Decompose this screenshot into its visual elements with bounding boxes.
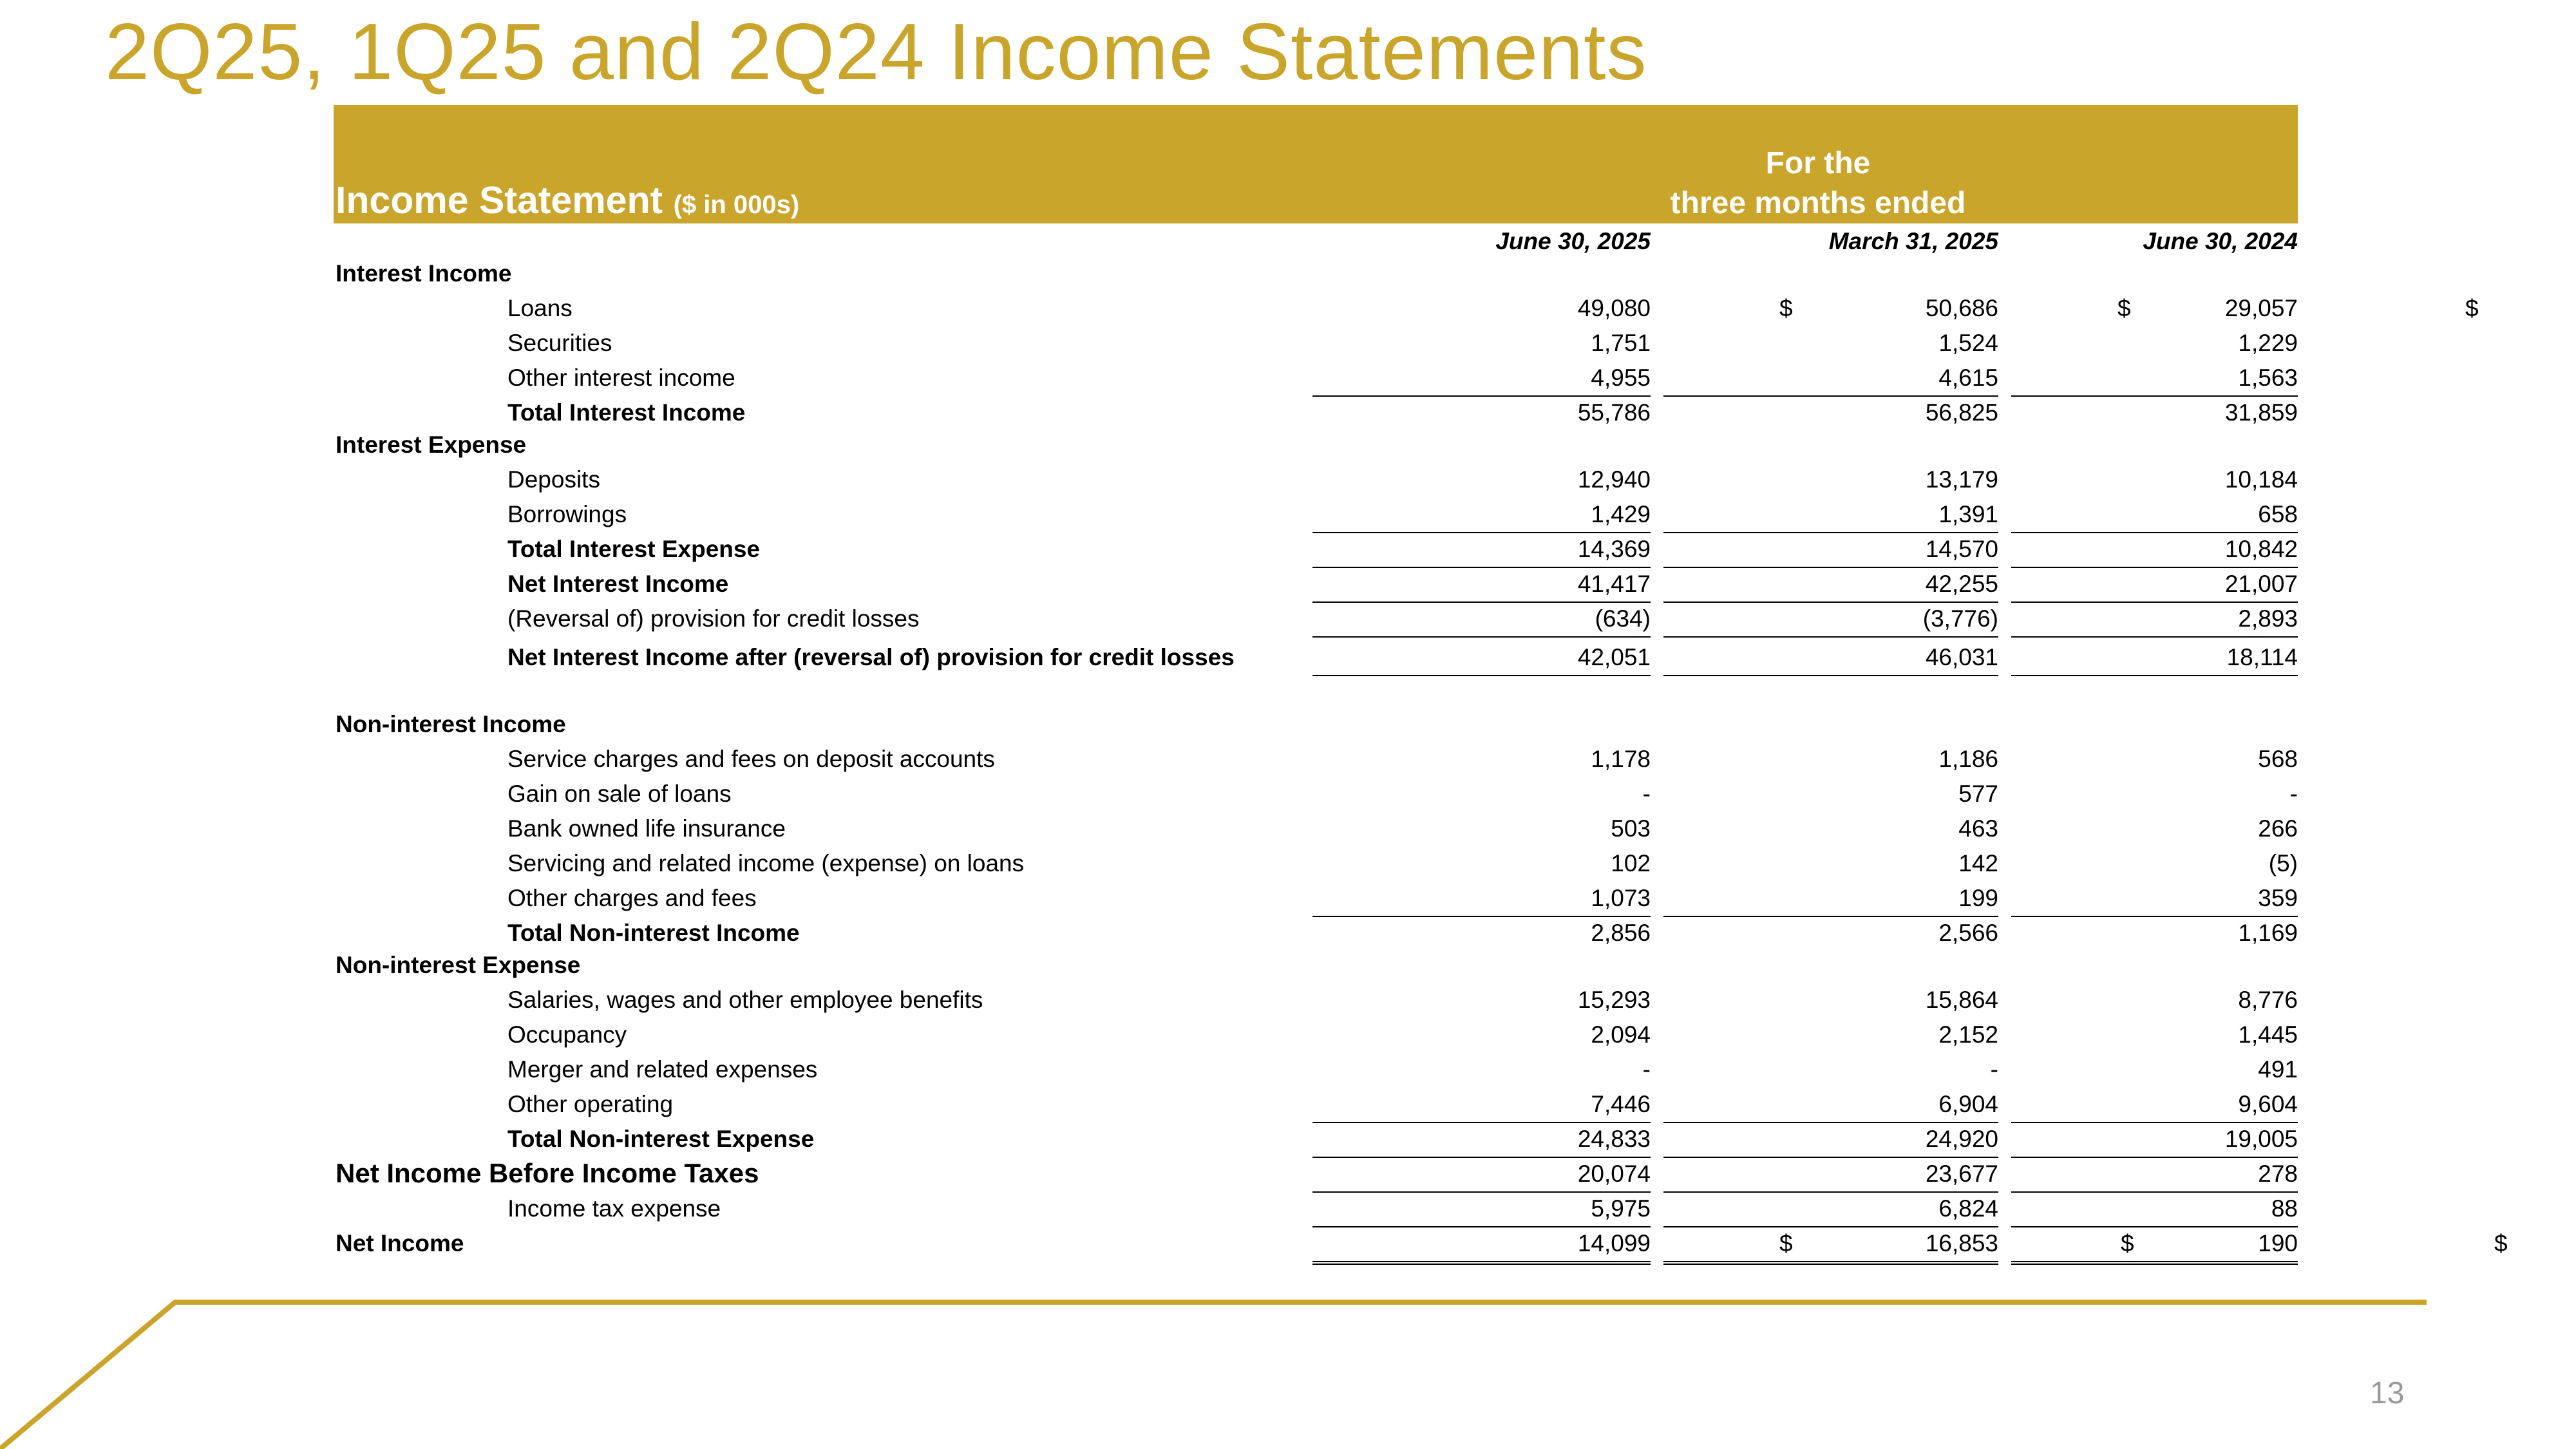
value-cell: 13,179 bbox=[1925, 466, 1998, 493]
decorative-footer-line bbox=[174, 1300, 2427, 1305]
value-cell: 463 bbox=[1958, 815, 1998, 842]
value-cell: 55,786 bbox=[1577, 399, 1651, 426]
value-cell: 1,178 bbox=[1591, 746, 1651, 772]
value-cell: 24,833 bbox=[1312, 1126, 1651, 1158]
table-row bbox=[334, 707, 2298, 742]
row-label: Gain on sale of loans bbox=[507, 781, 732, 807]
value-cell: 577 bbox=[1958, 781, 1998, 807]
row-label: Net Interest Income bbox=[507, 571, 729, 597]
value-cell: 1,229 bbox=[2238, 330, 2298, 356]
table-row bbox=[334, 462, 2298, 497]
table-row bbox=[334, 428, 2298, 462]
value-cell: 41,417 bbox=[1312, 571, 1651, 603]
row-label: Occupancy bbox=[507, 1021, 627, 1048]
value-cell: $ 190 bbox=[2011, 1230, 2298, 1265]
value-cell: $ 14,099 bbox=[1312, 1230, 1651, 1265]
value-cell: 266 bbox=[2258, 815, 2298, 842]
row-label: Other charges and fees bbox=[507, 885, 757, 911]
row-label: Total Non-interest Expense bbox=[507, 1126, 815, 1152]
currency-symbol: $ bbox=[2121, 1230, 2134, 1256]
value-cell: 9,604 bbox=[2011, 1091, 2298, 1123]
row-label: Total Non-interest Income bbox=[507, 920, 800, 946]
row-label: Service charges and fees on deposit accounts bbox=[507, 746, 995, 772]
value-cell: 503 bbox=[1611, 815, 1651, 842]
value-cell: 142 bbox=[1958, 850, 1998, 876]
column-header-2: March 31, 2025 bbox=[1828, 228, 1998, 254]
table-row bbox=[334, 1226, 2508, 1261]
period-line-2: three months ended bbox=[1670, 186, 1966, 220]
value-cell: 15,864 bbox=[1925, 987, 1998, 1013]
row-label: Merger and related expenses bbox=[507, 1056, 818, 1083]
table-header-band bbox=[334, 105, 2298, 223]
table-row bbox=[334, 1052, 2298, 1087]
row-label: Other interest income bbox=[507, 365, 735, 391]
value-cell: 8,776 bbox=[2238, 987, 2298, 1013]
section-label: Non-interest Income bbox=[336, 711, 566, 737]
column-header-1: June 30, 2025 bbox=[1495, 228, 1651, 254]
row-label: Total Interest Income bbox=[507, 399, 746, 426]
table-row bbox=[334, 881, 2298, 916]
value-cell: 1,563 bbox=[2011, 365, 2298, 397]
value-cell: - bbox=[1990, 1056, 1998, 1083]
value-cell: 2,152 bbox=[1938, 1021, 1998, 1048]
column-dates-row bbox=[334, 224, 2298, 259]
row-label: Total Interest Expense bbox=[507, 536, 761, 562]
value-cell: 4,955 bbox=[1312, 365, 1651, 397]
section-label: Non-interest Expense bbox=[336, 952, 581, 978]
row-label: Salaries, wages and other employee benefits bbox=[507, 987, 983, 1013]
value-cell: $ 49,080 bbox=[1577, 295, 1793, 321]
value-cell: 24,920 bbox=[1663, 1126, 1998, 1158]
row-label: Deposits bbox=[507, 466, 600, 493]
row-label: Net Interest Income after (reversal of) provision for credit losses bbox=[507, 644, 1235, 670]
value-cell: 6,824 bbox=[1663, 1195, 1998, 1227]
value-cell: 199 bbox=[1663, 885, 1998, 917]
value-cell: 658 bbox=[2011, 501, 2298, 533]
value-cell: 1,073 bbox=[1312, 885, 1651, 917]
currency-symbol: $ bbox=[1779, 1230, 1793, 1256]
table-row bbox=[334, 326, 2298, 361]
table-row bbox=[334, 532, 2298, 567]
table-row bbox=[334, 1157, 2298, 1191]
value-cell: 10,842 bbox=[2011, 536, 2298, 568]
table-row bbox=[334, 742, 2298, 777]
header-unit: ($ in 000s) bbox=[673, 191, 800, 219]
value-cell: 12,940 bbox=[1577, 466, 1651, 493]
value-cell: 14,369 bbox=[1312, 536, 1651, 568]
table-row bbox=[334, 1087, 2298, 1122]
value-cell: 42,051 bbox=[1312, 644, 1651, 676]
table-row bbox=[334, 1122, 2298, 1157]
value-cell: (5) bbox=[2268, 850, 2298, 876]
table-row bbox=[334, 361, 2298, 395]
section-label: Interest Expense bbox=[336, 431, 527, 458]
value-cell: 6,904 bbox=[1663, 1091, 1998, 1123]
value-cell: (634) bbox=[1312, 605, 1651, 638]
row-label: (Reversal of) provision for credit losses bbox=[507, 605, 920, 632]
value-cell: 491 bbox=[2258, 1056, 2298, 1083]
value-cell: 568 bbox=[2258, 746, 2298, 772]
value-cell: 2,094 bbox=[1591, 1021, 1651, 1048]
row-label: Net Income Before Income Taxes bbox=[336, 1158, 759, 1188]
value-cell: 42,255 bbox=[1663, 571, 1998, 603]
row-label: Servicing and related income (expense) on loans bbox=[507, 850, 1025, 876]
value-cell: 20,074 bbox=[1312, 1160, 1651, 1193]
value-cell: 1,445 bbox=[2238, 1021, 2298, 1048]
value-cell: $ 50,686 bbox=[1925, 295, 2131, 321]
value-cell: 102 bbox=[1611, 850, 1651, 876]
table-row bbox=[334, 601, 2298, 636]
table-row bbox=[334, 916, 2298, 951]
currency-symbol: $ bbox=[2117, 295, 2131, 321]
value-cell: $ 16,853 bbox=[1663, 1230, 1998, 1265]
value-cell: 2,856 bbox=[1591, 920, 1651, 946]
value-cell: 15,293 bbox=[1577, 987, 1651, 1013]
value-cell: 2,566 bbox=[1938, 920, 1998, 946]
value-cell: 46,031 bbox=[1663, 644, 1998, 676]
value-cell: $ 29,057 bbox=[2224, 295, 2479, 321]
value-cell: 1,751 bbox=[1591, 330, 1651, 356]
value-cell: 359 bbox=[2011, 885, 2298, 917]
value-cell: 31,859 bbox=[2224, 399, 2298, 426]
value-cell: 2,893 bbox=[2011, 605, 2298, 638]
table-row bbox=[334, 256, 2298, 291]
table-row bbox=[334, 395, 2298, 430]
table-row bbox=[334, 1191, 2298, 1226]
table-row bbox=[334, 777, 2298, 811]
table-row bbox=[334, 567, 2298, 601]
value-cell: - bbox=[1642, 1056, 1651, 1083]
table-row bbox=[334, 948, 2298, 983]
value-cell: 1,524 bbox=[1938, 330, 1998, 356]
table-row bbox=[334, 640, 2298, 675]
value-cell: 7,446 bbox=[1312, 1091, 1651, 1123]
value-cell: 56,825 bbox=[1925, 399, 1998, 426]
table-row bbox=[334, 291, 2479, 326]
value-cell: 23,677 bbox=[1663, 1160, 1998, 1193]
value-cell: 88 bbox=[2011, 1195, 2298, 1227]
value-cell: (3,776) bbox=[1663, 605, 1998, 638]
value-cell: - bbox=[2289, 781, 2298, 807]
value-cell: 278 bbox=[2011, 1160, 2298, 1193]
value-cell: - bbox=[1642, 781, 1651, 807]
table-row bbox=[334, 811, 2298, 846]
currency-symbol: $ bbox=[2465, 295, 2479, 321]
value-cell: 1,429 bbox=[1312, 501, 1651, 533]
value-cell: 1,169 bbox=[2238, 920, 2298, 946]
column-header-3: June 30, 2024 bbox=[2143, 228, 2298, 254]
currency-symbol: $ bbox=[2494, 1230, 2508, 1256]
table-row bbox=[334, 983, 2298, 1018]
value-cell: 21,007 bbox=[2011, 571, 2298, 603]
value-cell: 18,114 bbox=[2011, 644, 2298, 676]
row-label: Other operating bbox=[507, 1091, 674, 1117]
table-row bbox=[334, 846, 2298, 881]
decorative-diagonal-line bbox=[0, 1294, 193, 1449]
row-label: Borrowings bbox=[507, 501, 627, 527]
value-cell: 1,186 bbox=[1938, 746, 1998, 772]
table-row bbox=[334, 1018, 2298, 1052]
header-label bbox=[336, 178, 799, 222]
value-cell: 1,391 bbox=[1663, 501, 1998, 533]
value-cell: 14,570 bbox=[1663, 536, 1998, 568]
value-cell: 4,615 bbox=[1663, 365, 1998, 397]
section-label: Interest Income bbox=[336, 260, 512, 287]
period-line-1: For the bbox=[1765, 146, 1871, 180]
table-row bbox=[334, 497, 2298, 532]
row-label: Loans bbox=[507, 295, 573, 321]
page-number: 13 bbox=[2370, 1376, 2405, 1410]
row-label: Bank owned life insurance bbox=[507, 815, 786, 842]
page-title: 2Q25, 1Q25 and 2Q24 Income Statements bbox=[105, 8, 1647, 97]
header-label-text: Income Statement bbox=[336, 179, 663, 222]
currency-symbol: $ bbox=[1779, 295, 1793, 321]
period-header bbox=[1634, 144, 2002, 223]
value-cell: 19,005 bbox=[2011, 1126, 2298, 1158]
row-label: Income tax expense bbox=[507, 1195, 721, 1222]
value-cell: 5,975 bbox=[1312, 1195, 1651, 1227]
value-cell: 10,184 bbox=[2224, 466, 2298, 493]
row-label: Net Income bbox=[336, 1230, 464, 1256]
row-label: Securities bbox=[507, 330, 612, 356]
